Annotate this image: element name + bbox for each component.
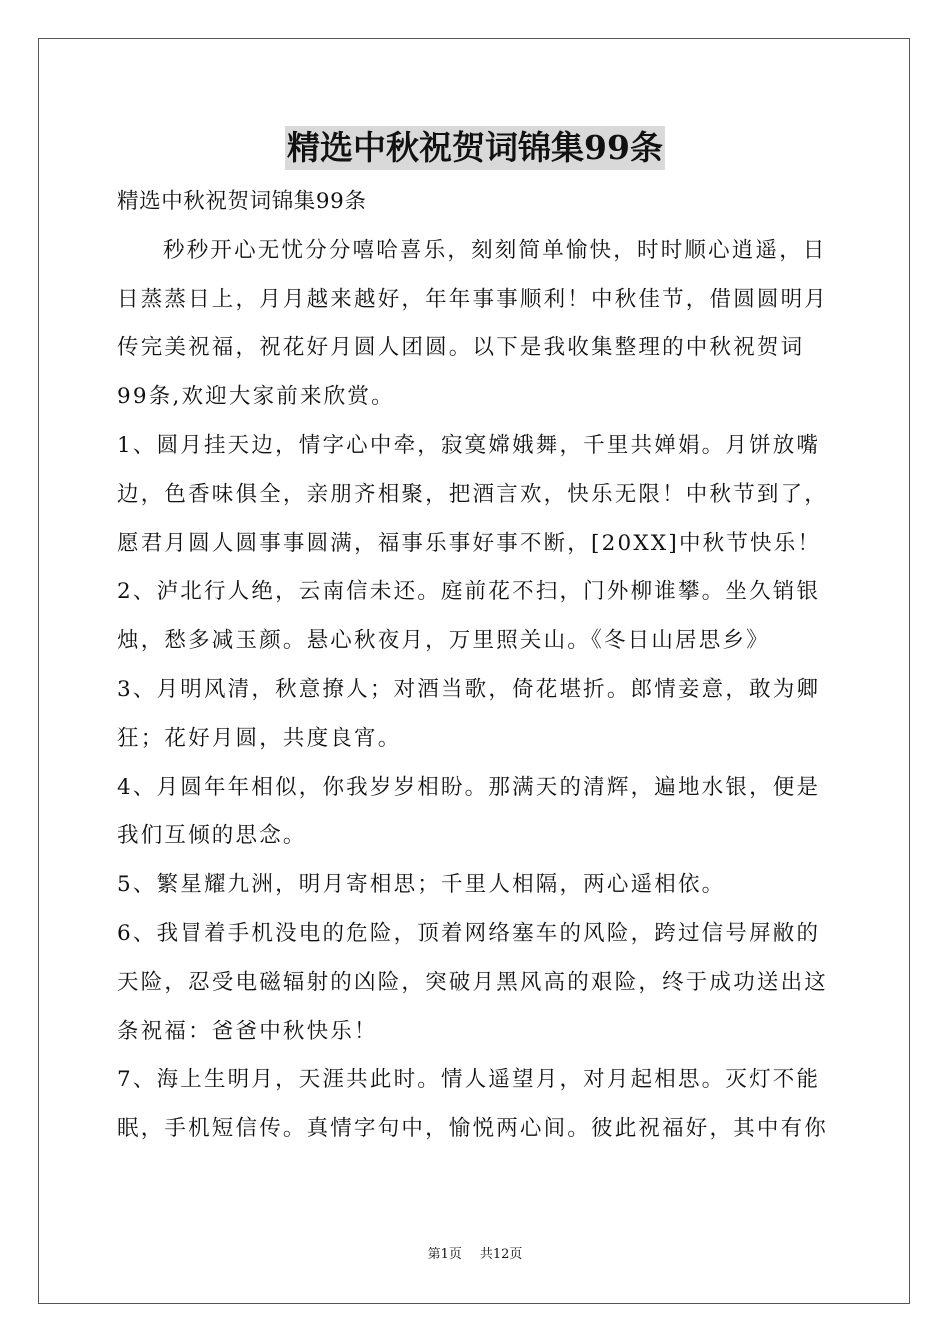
text-line: 边，色香味俱全，亲朋齐相聚，把酒言欢，快乐无限！中秋节到了，: [117, 481, 829, 507]
text-line: 狂；花好月圆，共度良宵。: [117, 725, 402, 751]
text-line: 愿君月圆人圆事事圆满，福事乐事好事不断，[20XX]中秋节快乐！: [117, 530, 822, 556]
text-line: 眠，手机短信传。真情字句中，愉悦两心间。彼此祝福好，其中有你: [117, 1116, 829, 1142]
text-line: 7、海上生明月，天涯共此时。情人遥望月，对月起相思。灭灯不能: [117, 1067, 821, 1093]
page-footer: [0, 1246, 950, 1264]
text-line: 4、月圆年年相似，你我岁岁相盼。那满天的清辉，遍地水银，便是: [117, 774, 821, 800]
text-line: 2、泸北行人绝，云南信未还。庭前花不扫，门外柳谁攀。坐久销银: [117, 579, 821, 605]
document-body: [117, 178, 837, 1154]
text-line: 条祝福：爸爸中秋快乐！: [117, 1018, 378, 1044]
page-number: 第1页: [427, 1247, 462, 1262]
document-title: 精选中秋祝贺词锦集99条: [285, 126, 665, 170]
text-line: 日蒸蒸日上，月月越来越好，年年事事顺利！中秋佳节，借圆圆明月: [117, 286, 829, 312]
page-total: 共12页: [479, 1247, 523, 1262]
text-line: 5、繁星耀九洲，明月寄相思；千里人相隔，两心遥相依。: [117, 872, 726, 898]
text-line: 1、圆月挂天边，情字心中牵，寂寞嫦娥舞，千里共婵娟。月饼放嘴: [117, 432, 821, 458]
document-subtitle: 精选中秋祝贺词锦集99条: [117, 189, 367, 214]
text-line: 烛，愁多减玉颜。悬心秋夜月，万里照关山。《冬日山居思乡》: [117, 628, 770, 654]
text-line: 99条,欢迎大家前来欣赏。: [117, 384, 395, 410]
text-line: 6、我冒着手机没电的危险，顶着网络塞车的风险，跨过信号屏敝的: [117, 920, 821, 946]
text-line: 天险，忍受电磁辐射的凶险，突破月黑风高的艰险，终于成功送出这: [117, 969, 829, 995]
text-line: 秒秒开心无忧分分嘻哈喜乐，刻刻简单愉快，时时顺心逍遥，日: [163, 237, 827, 263]
text-line: 我们互倾的思念。: [117, 823, 307, 849]
text-line: 传完美祝福，祝花好月圆人团圆。以下是我收集整理的中秋祝贺词: [117, 335, 805, 361]
text-line: 3、月明风清，秋意撩人；对酒当歌，倚花堪折。郎情妾意，敢为卿: [117, 676, 821, 702]
title-container: [0, 126, 950, 170]
